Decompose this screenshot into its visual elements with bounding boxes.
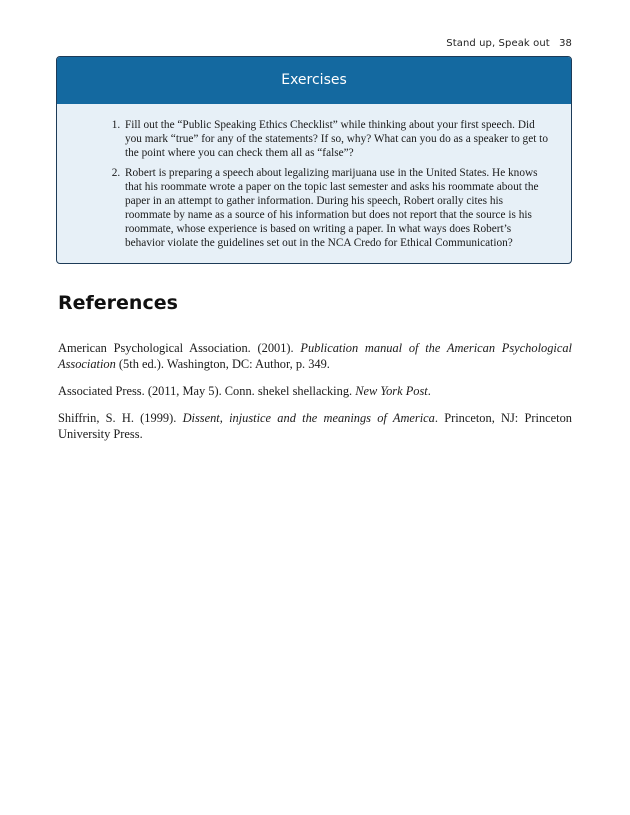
reference-entry <box>58 383 572 399</box>
running-header <box>446 38 572 49</box>
reference-author: American Psychological Association. (2001). <box>58 341 301 355</box>
reference-entry <box>58 340 572 372</box>
exercise-item: 1. Fill out the “Public Speaking Ethics Checklist” while thinking about your first speech. Did you mark “true” for any of the statements? If so, why? What can you do as a speaker to get to the point where you can check them all as “false”? <box>123 118 549 160</box>
page-number: 38 <box>559 38 572 49</box>
reference-title: Dissent, injustice and the meanings of America <box>182 411 435 425</box>
reference-title: Publication manual of the American Psychological Association <box>58 341 572 371</box>
reference-details: . Princeton, NJ: Princeton University Press. <box>58 411 572 441</box>
reference-details: . <box>427 384 431 398</box>
exercises-title: Exercises <box>57 57 571 104</box>
reference-author: Shiffrin, S. H. (1999). <box>58 411 183 425</box>
exercises-box <box>56 56 572 264</box>
references-list <box>58 340 572 453</box>
reference-entry <box>58 410 572 442</box>
exercise-item: 2. Robert is preparing a speech about legalizing marijuana use in the United States. He knows that his roommate wrote a paper on the topic last semester and asks his roommate about the paper in an attempt to gather information. During his speech, Robert orally cites his roommate by name as a source of his information but does not report that the source is his roommate, whose experience is based on writing a paper. In what ways does Robert’s behavior violate the guidelines set out in the NCA Credo for Ethical Communication? <box>123 166 549 250</box>
references-heading: References <box>58 292 178 314</box>
reference-author: Associated Press. (2011, May 5). Conn. shekel shellacking. <box>58 384 356 398</box>
exercises-list <box>57 118 571 250</box>
reference-title: New York Post <box>355 384 428 398</box>
reference-details: (5th ed.). Washington, DC: Author, p. 349. <box>115 357 330 371</box>
running-title: Stand up, Speak out <box>446 38 550 49</box>
